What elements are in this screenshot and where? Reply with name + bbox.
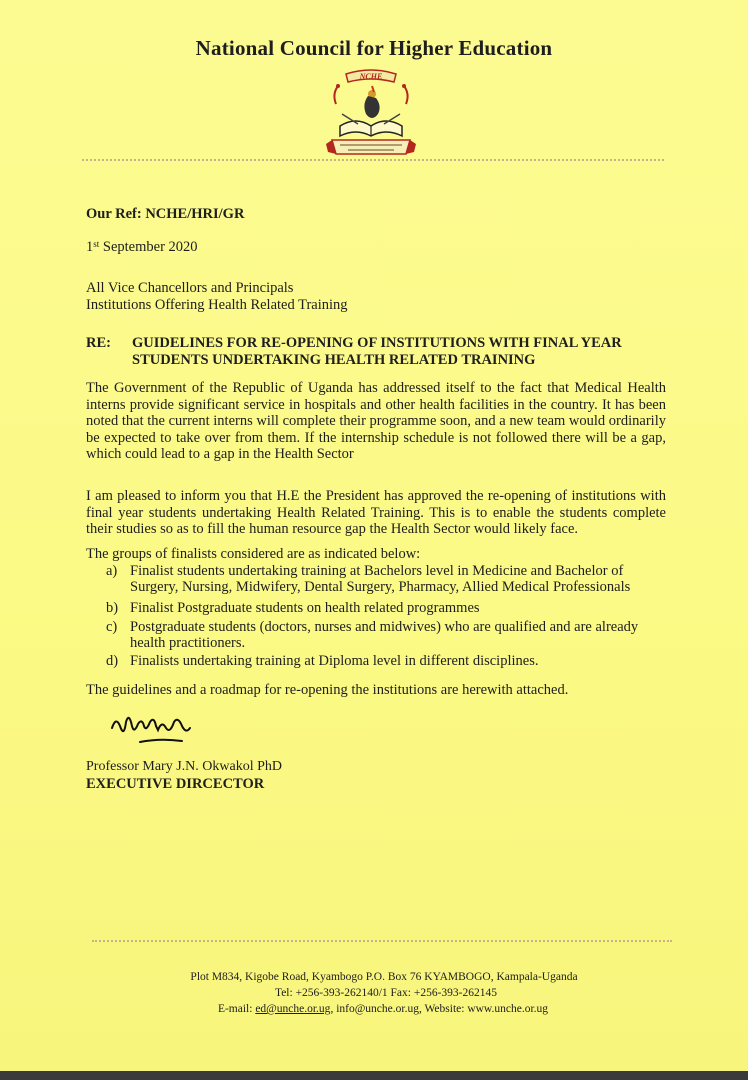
footer-address: Plot M834, Kigobe Road, Kyambogo P.O. Box 76 KYAMBOGO, Kampala-Uganda [190,971,578,983]
nche-logo [318,64,424,160]
list-marker: b) [106,600,119,616]
footer-phone: Tel: +256-393-262140/1 Fax: +256-393-262145 [274,987,498,999]
signatory-title: EXECUTIVE DIRCECTOR [86,776,265,792]
header-divider [82,159,664,161]
organization-name: National Council for Higher Education [195,36,553,60]
footer-divider [92,940,672,942]
closing-paragraph: The guidelines and a roadmap for re-opening the institutions are herewith attached. [86,682,569,698]
list-item-text: Postgraduate students (doctors, nurses and midwives) who are qualified and are already health practitioners. [130,619,639,651]
subject-line-2: STUDENTS UNDERTAKING HEALTH RELATED TRAINING [132,352,536,368]
list-item-text: Finalist students undertaking training at Bachelors level in Medicine and Bachelor of Surgery, Nursing, Midwifery, Dental Surgery, Pharmacy, Allied Medical Professionals [130,563,631,595]
list-marker: d) [106,653,119,669]
body-paragraph-1: The Government of the Republic of Uganda has addressed itself to the fact that Medical Health interns provide significant service in hospitals and other health facilities in the country. It has been noted that the current interns will complete their programme soon, and a new team would ordinarily be expected to take over from them. If the internship schedule is not followed there will be a gap, which could lead to a gap in the Health Sector [86,380,666,462]
recipient-line-1: All Vice Chancellors and Principals [86,280,294,296]
reference-number: Our Ref: NCHE/HRI/GR [86,206,245,222]
logo-acronym: NCHE [359,72,383,81]
list-marker: c) [106,619,118,635]
list-item-text: Finalist Postgraduate students on health related programmes [130,600,480,616]
body-paragraph-2: I am pleased to inform you that H.E the President has approved the re-opening of institutions with final year students undertaking Health Related Training. This is to enable the students complete their studies so as to fill the human resource gap the Health Sector would likely face. [86,488,666,537]
recipient-line-2: Institutions Offering Health Related Training [86,297,348,313]
list-marker: a) [106,563,118,579]
bottom-edge-bar [0,1071,748,1080]
signatory-name: Professor Mary J.N. Okwakol PhD [86,759,282,774]
subject-prefix: RE: [86,335,111,351]
email-link[interactable]: ed@unche.or.ug [255,1003,331,1015]
footer-contacts: E-mail: ed@unche.or.ug, info@unche.or.ug, Website: www.unche.or.ug [217,1003,549,1015]
list-item-text: Finalists undertaking training at Diploma level in different disciplines. [130,653,539,669]
letter-date: 1st September 2020 [86,239,198,255]
groups-intro: The groups of finalists considered are as indicated below: [86,546,421,562]
signature [108,708,204,750]
subject-line-1: GUIDELINES FOR RE-OPENING OF INSTITUTIONS WITH FINAL YEAR [132,335,622,351]
